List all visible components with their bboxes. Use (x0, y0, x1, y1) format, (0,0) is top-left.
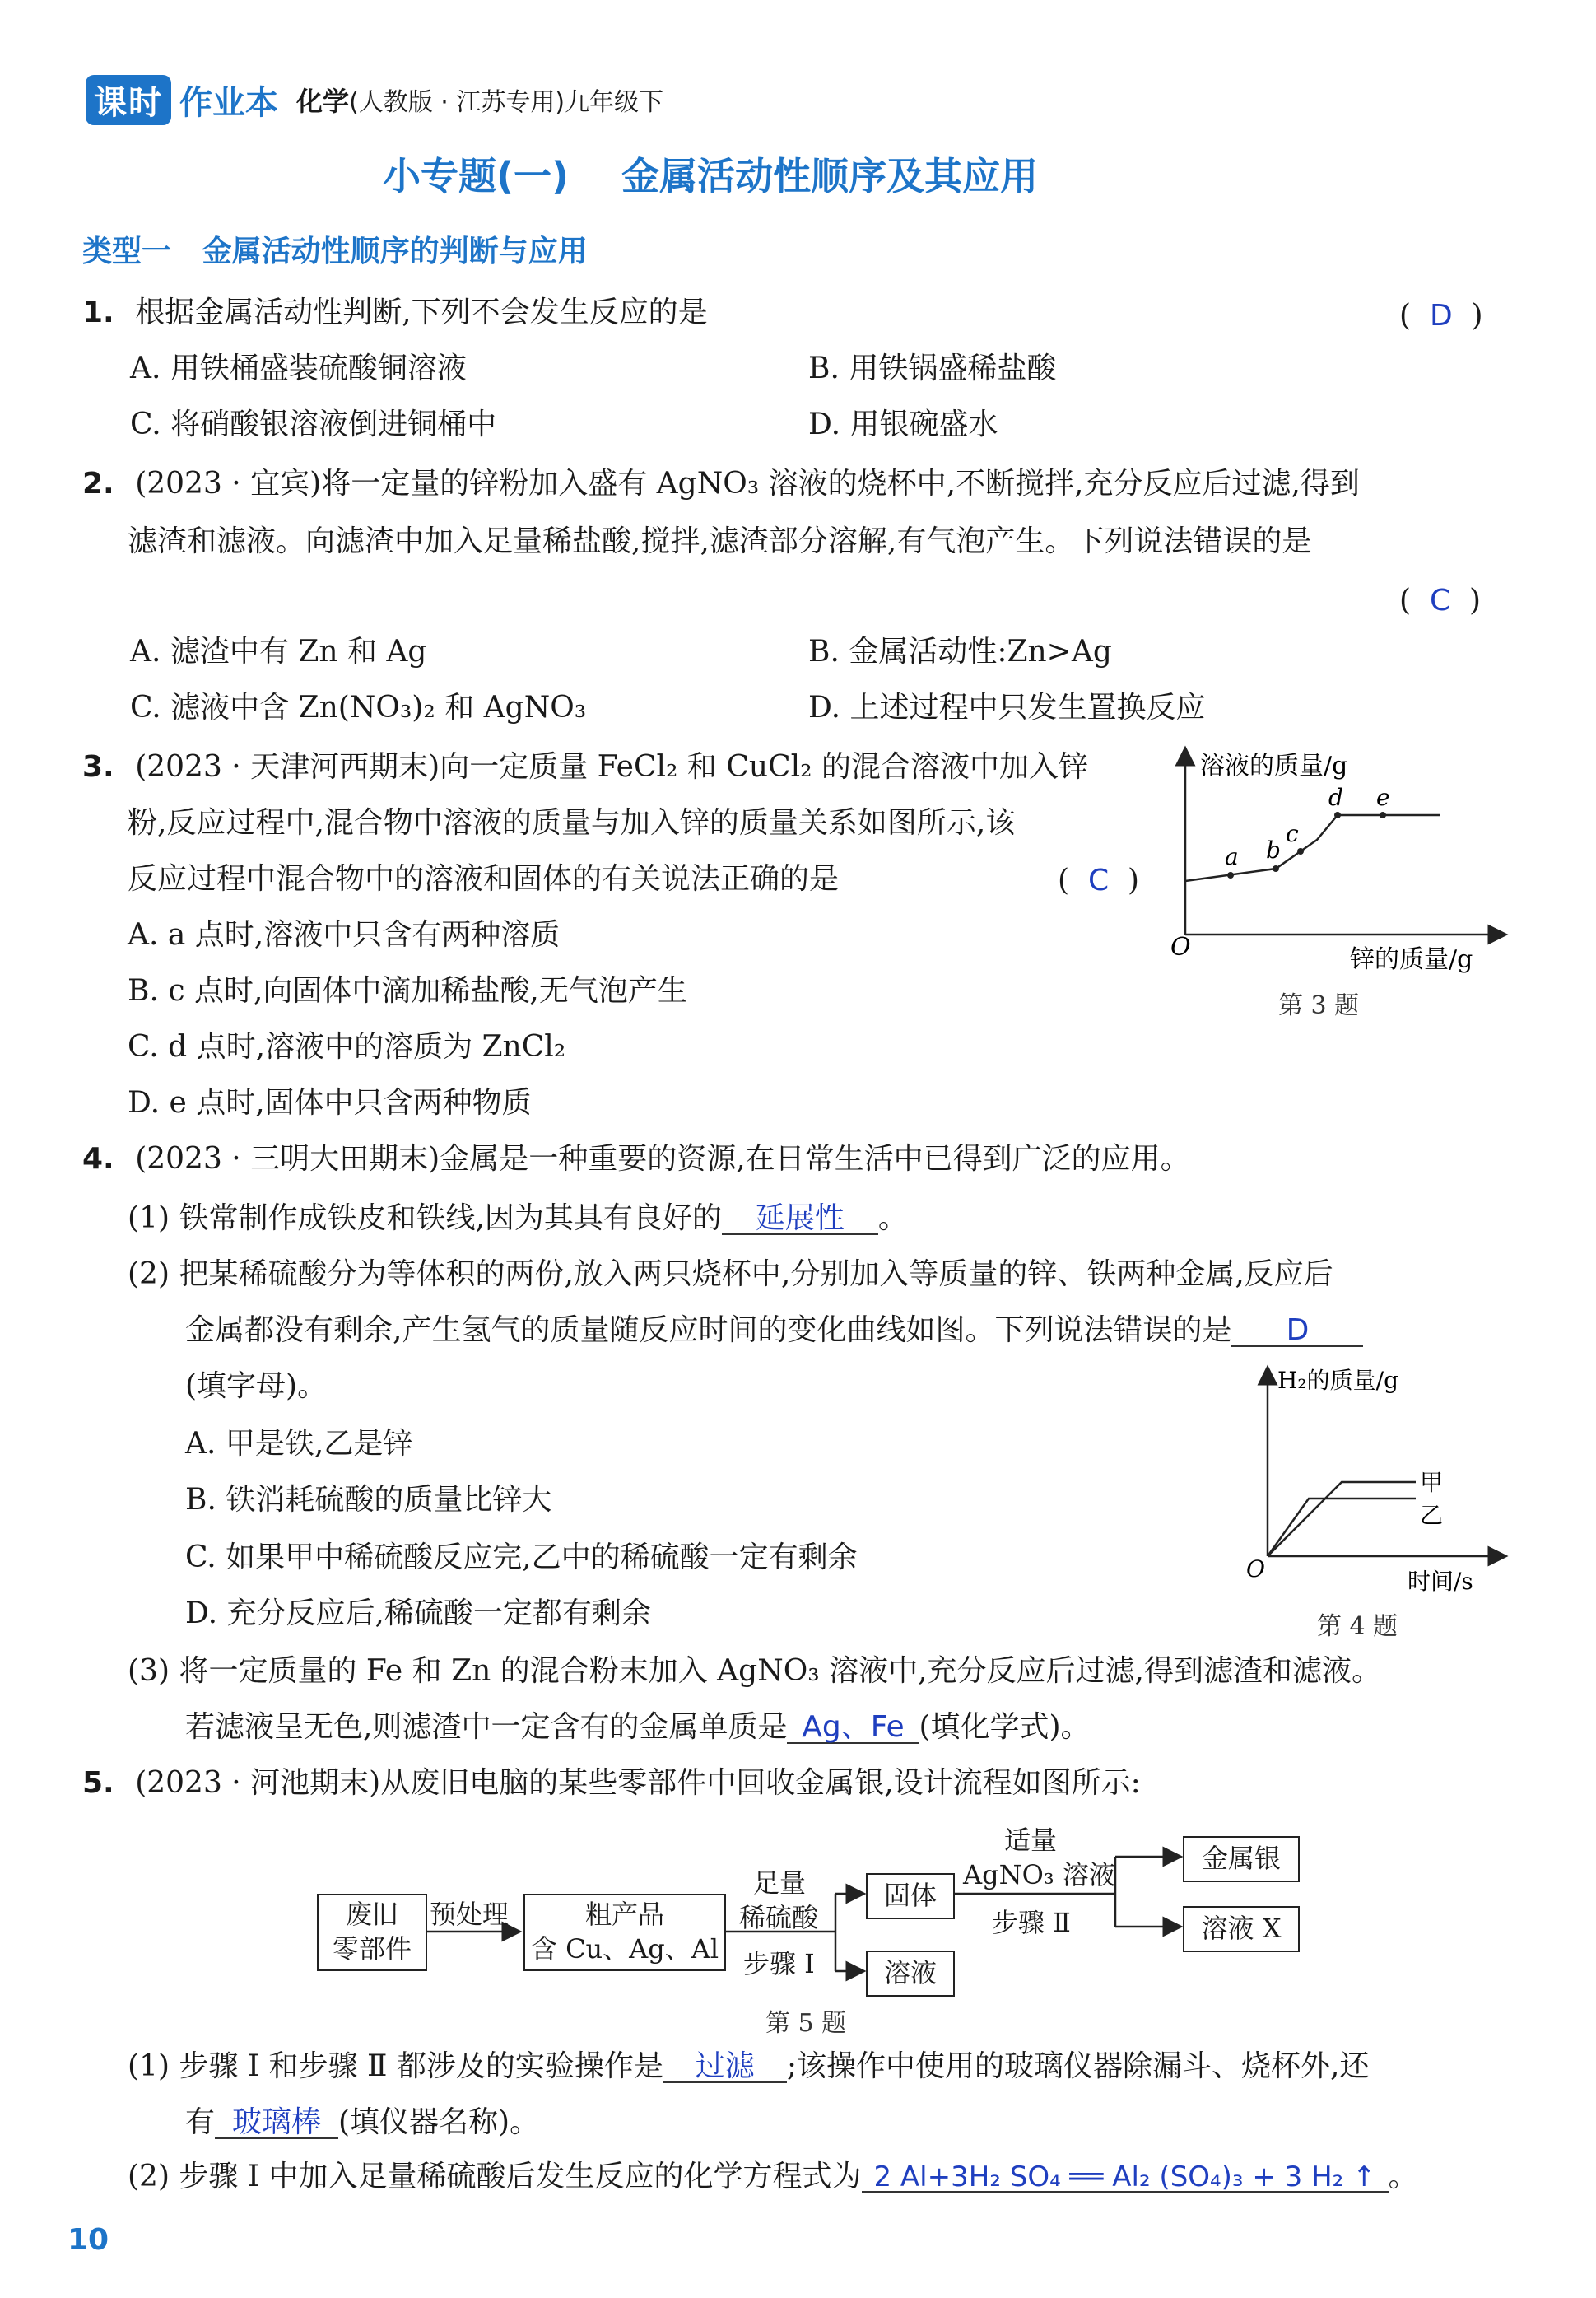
q2-option-b: B. 金属活动性:Zn>Ag (808, 635, 1112, 669)
q3-label-c: c (1286, 820, 1299, 847)
q3-option-b: B. c 点时,向固体中滴加稀盐酸,无气泡产生 (128, 974, 687, 1008)
q5-part1-line1 (128, 2049, 1370, 2083)
flow-box-solution-x: 溶液 X (1183, 1906, 1300, 1952)
q4-option-c: C. 如果甲中稀硫酸反应完,乙中的稀硫酸一定有剩余 (185, 1541, 858, 1574)
q3-line3: 反应过程中混合物中的溶液和固体的有关说法正确的是 (128, 862, 840, 896)
q2-option-a: A. 滤渣中有 Zn 和 Ag (130, 635, 427, 669)
q3-answer: C (1087, 864, 1110, 897)
q3-label-b: b (1266, 837, 1281, 864)
q4-number: 4. (82, 1142, 114, 1176)
q1-option-a: A. 用铁桶盛装硫酸铜溶液 (130, 352, 467, 385)
q3-ylabel: 溶液的质量/g (1200, 752, 1348, 781)
q4-option-b: B. 铁消耗硫酸的质量比锌大 (185, 1483, 552, 1517)
q4-answer-1: 延展性 (722, 1204, 878, 1235)
flow-box-waste: 废旧 零部件 (317, 1894, 427, 1971)
q3-line2: 粉,反应过程中,混合物中溶液的质量与加入锌的质量关系如图所示,该 (128, 806, 1016, 840)
q4-part2-line1: (2) 把某稀硫酸分为等体积的两份,放入两只烧杯中,分别加入等质量的锌、铁两种金属,反应后 (128, 1257, 1333, 1291)
q5-answer-1: 过滤 (663, 2052, 787, 2083)
q4-part3-end: (填化学式)。 (919, 1710, 1091, 1744)
q3-number: 3. (82, 750, 114, 784)
q3-line1: (2023 · 天津河西期末)向一定质量 FeCl₂ 和 CuCl₂ 的混合溶液中加入锌 (135, 750, 1089, 784)
q2-answer: C (1429, 584, 1451, 618)
book-name: 作业本 (179, 83, 278, 122)
q1-option-c: C. 将硝酸银溶液倒进铜桶中 (130, 408, 497, 441)
flow-box-solution: 溶液 (866, 1951, 955, 1997)
q4-answer-2: D (1231, 1316, 1363, 1347)
q5-part1-text: (1) 步骤 Ⅰ 和步骤 Ⅱ 都涉及的实验操作是 (128, 2049, 663, 2083)
q5-part2-text: (2) 步骤 Ⅰ 中加入足量稀硫酸后发生反应的化学方程式为 (128, 2160, 862, 2193)
q1-text: 根据金属活动性判断,下列不会发生反应的是 (135, 296, 708, 329)
q4-xlabel: 时间/s (1408, 1568, 1473, 1595)
q2-number: 2. (82, 467, 114, 501)
flow-reagent1-b: 稀硫酸 (739, 1902, 819, 1933)
q4-origin: O (1246, 1555, 1265, 1582)
q1-option-d: D. 用银碗盛水 (808, 408, 998, 441)
q5-part1-cont: ;该操作中使用的玻璃仪器除漏斗、烧杯外,还 (786, 2049, 1370, 2083)
q4-label-jia: 甲 (1420, 1469, 1444, 1496)
flow-box-solid: 固体 (866, 1873, 955, 1919)
q4-option-a: A. 甲是铁,乙是锌 (185, 1427, 413, 1461)
q2-option-d: D. 上述过程中只发生置换反应 (808, 691, 1206, 725)
q4-ylabel: H₂的质量/g (1277, 1367, 1399, 1394)
q5-part1-have: 有 (185, 2105, 216, 2139)
flow-step1: 步骤 Ⅰ (743, 1948, 815, 1979)
q1-option-b: B. 用铁锅盛稀盐酸 (808, 352, 1057, 385)
q2-option-c: C. 滤液中含 Zn(NO₃)₂ 和 AgNO₃ (130, 691, 587, 725)
q2-line2: 滤渣和滤液。向滤渣中加入足量稀盐酸,搅拌,滤渣部分溶解,有气泡产生。下列说法错误的是 (128, 524, 1312, 558)
q5-part1-line2 (185, 2105, 540, 2139)
flow-reagent2-b: AgNO₃ 溶液 (963, 1859, 1115, 1890)
q5-part1-end: (填仪器名称)。 (338, 2105, 540, 2139)
q4-part3-line1: (3) 将一定质量的 Fe 和 Zn 的混合粉末加入 AgNO₃ 溶液中,充分反应后过滤,得到滤渣和滤液。 (128, 1654, 1381, 1688)
q3-answer-paren: ( C ) (1058, 864, 1140, 897)
q4-label-yi: 乙 (1420, 1502, 1444, 1529)
q3-option-d: D. e 点时,固体中只含两种物质 (128, 1086, 532, 1120)
flow-step2: 步骤 Ⅱ (992, 1907, 1071, 1938)
q4-caption: 第 4 题 (1317, 1612, 1398, 1641)
page-number: 10 (67, 2223, 109, 2257)
q5-caption: 第 5 题 (765, 2009, 847, 2038)
q3-caption: 第 3 题 (1278, 991, 1360, 1020)
q2-answer-paren: ( C ) (1399, 584, 1482, 618)
q5-text: (2023 · 河池期末)从废旧电脑的某些零部件中回收金属银,设计流程如图所示: (135, 1766, 1141, 1800)
q3-xlabel: 锌的质量/g (1350, 945, 1473, 974)
q3-option-a: A. a 点时,溶液中只含有两种溶质 (128, 918, 561, 952)
q3-option-c: C. d 点时,溶液中的溶质为 ZnCl₂ (128, 1030, 566, 1064)
flow-box-crude: 粗产品 含 Cu、Ag、Al (523, 1894, 726, 1971)
q3-origin: O (1170, 933, 1191, 962)
q4-part2-line3: (填字母)。 (185, 1369, 328, 1403)
logo: 课时 (86, 75, 171, 125)
q3-label-a: a (1225, 843, 1239, 870)
q4-part1-end: 。 (877, 1201, 908, 1235)
flow-reagent2-a: 适量 (1004, 1825, 1058, 1856)
q1-number: 1. (82, 296, 114, 329)
q5-part2-end: 。 (1388, 2160, 1418, 2193)
q4-part2-text: 金属都没有剩余,产生氢气的质量随反应时间的变化曲线如图。下列说法错误的是 (185, 1313, 1232, 1347)
q5-answer-1b: 玻璃棒 (215, 2108, 338, 2139)
q4-part3-text: 若滤液呈无色,则滤渣中一定含有的金属单质是 (185, 1710, 788, 1744)
q4-text: (2023 · 三明大田期末)金属是一种重要的资源,在日常生活中已得到广泛的应用。 (135, 1142, 1190, 1176)
flow-box-silver: 金属银 (1183, 1836, 1300, 1882)
q4-option-d: D. 充分反应后,稀硫酸一定都有剩余 (185, 1596, 651, 1630)
q1-answer-paren: ( D ) (1399, 299, 1483, 333)
subject: 化学 (296, 86, 350, 117)
q1-answer: D (1429, 299, 1453, 333)
q5-number: 5. (82, 1766, 114, 1800)
q3-label-e: e (1376, 784, 1390, 811)
q5-answer-2: 2 Al+3H₂ SO₄ ══ Al₂ (SO₄)₃ + 3 H₂ ↑ (862, 2163, 1389, 2193)
section-heading: 类型一 金属活动性顺序的判断与应用 (82, 235, 588, 268)
q4-part1-text: (1) 铁常制作成铁皮和铁线,因为其具有良好的 (128, 1201, 722, 1235)
edition: (人教版 · 江苏专用)九年级下 (349, 88, 664, 117)
q2-line1: (2023 · 宜宾)将一定量的锌粉加入盛有 AgNO₃ 溶液的烧杯中,不断搅拌,充分反应后过滤,得到 (135, 467, 1360, 501)
page-title: 小专题(一) 金属活动性顺序及其应用 (383, 154, 1039, 198)
q5-part2 (128, 2162, 1418, 2193)
q4-answer-3: Ag、Fe (787, 1713, 919, 1744)
flow-label-pretreat: 预处理 (430, 1899, 510, 1930)
flow-reagent1-a: 足量 (753, 1867, 807, 1899)
q3-label-d: d (1328, 784, 1343, 811)
